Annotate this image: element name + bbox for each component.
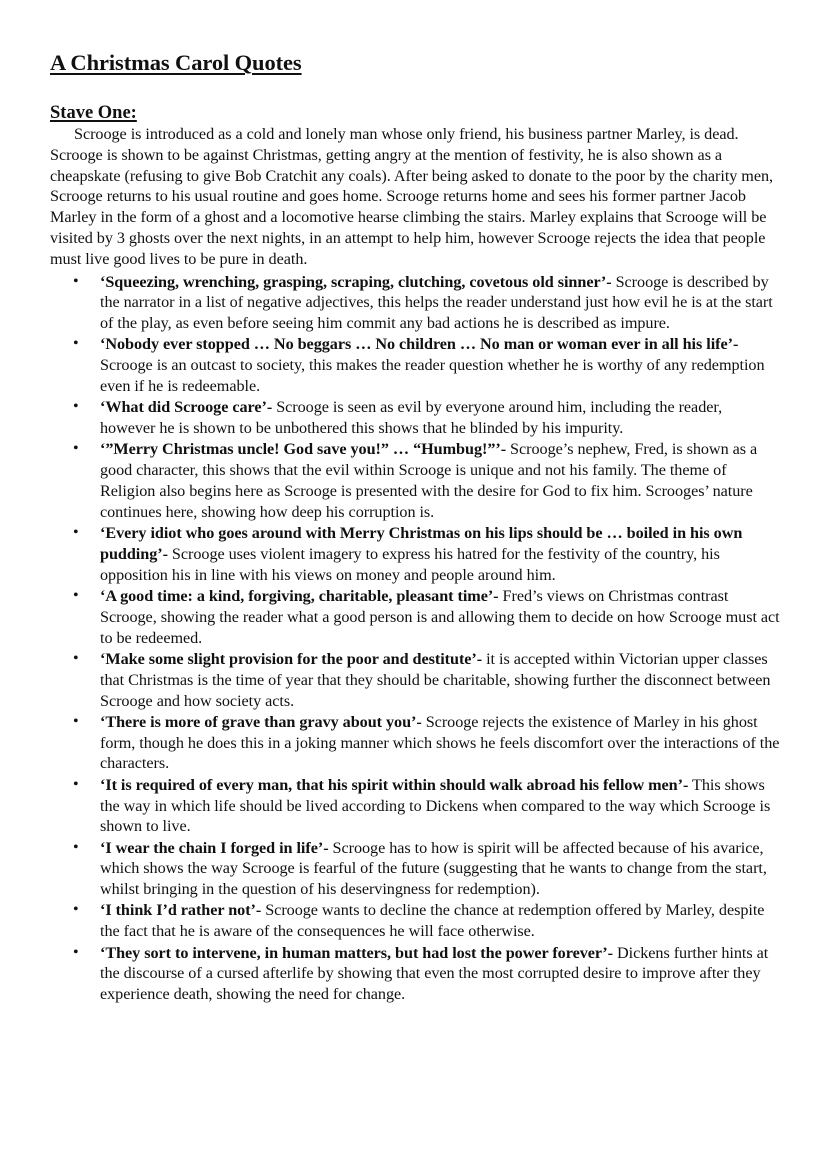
quote-list-item (73, 838, 780, 900)
document-page (50, 48, 780, 1005)
quote-text: ‘Squeezing, wrenching, grasping, scraping, clutching, covetous old sinner’- (100, 272, 612, 291)
quote-analysis: Scrooge is an outcast to society, this makes the reader question whether he is worthy of any redemption even if he is redeemable. (100, 356, 765, 396)
bullet-icon: • (73, 943, 79, 961)
quote-list-item (73, 712, 780, 774)
quote-list-item (73, 397, 780, 439)
quote-list-item (73, 649, 780, 711)
quote-analysis: it is accepted within Victorian upper classes that Christmas is the time of year that they should be charitable, showing further the disconnect between Scrooge and how society acts. (100, 649, 771, 710)
quote-list-item (73, 523, 780, 585)
quote-text: ‘I think I’d rather not’- (100, 901, 262, 920)
quote-text: ‘Make some slight provision for the poor and destitute’- (100, 649, 483, 668)
quote-analysis: Scrooge has to how is spirit will be affected because of his avarice, which shows the way Scrooge is fearful of the future (suggesting that he wants to change from the start, whilst bringing in the question of his deservingness for redemption). (100, 838, 767, 899)
quote-text: ‘A good time: a kind, forgiving, charitable, pleasant time’- (100, 587, 499, 606)
quote-text: ‘There is more of grave than gravy about you’- (100, 712, 422, 731)
section-intro-paragraph: Scrooge is introduced as a cold and lonely man whose only friend, his business partner Marley, is dead. Scrooge is shown to be against Christmas, getting angry at the mention of festivity, he is also shown as a cheapskate (refusing to give Bob Cratchit any coals). After being asked to donate to the poor by the charity men, Scrooge returns to his usual routine and goes home. Scrooge returns home and sees his former partner Jacob Marley in the form of a ghost and a locomotive hearse climbing the stairs. Marley explains that Scrooge will be visited by 3 ghosts over the next nights, in an attempt to help him, however Scrooge rejects the idea that people must live good lives to be pure in death. (50, 125, 774, 268)
document-title: A Christmas Carol Quotes (50, 50, 302, 75)
bullet-icon: • (73, 838, 79, 856)
quote-text: ‘It is required of every man, that his spirit within should walk abroad his fellow men’- (100, 775, 689, 794)
bullet-icon: • (73, 901, 79, 919)
quote-list-item (73, 943, 780, 1005)
quote-analysis: Scrooge uses violent imagery to express his hatred for the festivity of the country, his opposition his in line with his views on money and people around him. (100, 544, 720, 584)
bullet-icon: • (73, 440, 79, 458)
bullet-icon: • (73, 524, 79, 542)
quote-text: ‘They sort to intervene, in human matters, but had lost the power forever’- (100, 943, 613, 962)
section-heading-stave-one: Stave One: (50, 103, 137, 123)
quote-text: ‘I wear the chain I forged in life’- (100, 838, 329, 857)
bullet-icon: • (73, 712, 79, 730)
bullet-icon: • (73, 398, 79, 416)
bullet-icon: • (73, 649, 79, 667)
quote-analysis: Scrooge rejects the existence of Marley in his ghost form, though he does this in a joking manner which shows he feels discomfort over the interactions of the characters. (100, 712, 780, 773)
quote-list-item (73, 439, 780, 522)
quote-list-item (73, 775, 780, 837)
quote-text: ‘Nobody ever stopped … No beggars … No children … No man or woman ever in all his life’- (100, 335, 739, 354)
quote-list-item (73, 272, 780, 334)
bullet-icon: • (73, 587, 79, 605)
quote-analysis: Scrooge is seen as evil by everyone around him, including the reader, however he is shown to be unbothered this shows that he blinded by his impurity. (100, 398, 723, 438)
quote-analysis: Dickens further hints at the discourse of a cursed afterlife by showing that even the most corrupted desire to improve after they experience death, showing the need for change. (100, 943, 769, 1004)
quote-list-item (73, 586, 780, 648)
quote-list-item (73, 334, 780, 396)
quote-analysis: Scrooge’s nephew, Fred, is shown as a good character, this shows that the evil within Scrooge is unique and not his family. The theme of Religion also begins here as Scrooge is presented with the desire for God to fix him. Scrooges’ nature continues here, showing how deep his corruption is. (100, 440, 758, 521)
bullet-icon: • (73, 775, 79, 793)
quote-text: ‘”Merry Christmas uncle! God save you!” … “Humbug!”’- (100, 440, 507, 459)
quote-list (50, 272, 780, 1005)
quote-text: ‘What did Scrooge care’- (100, 398, 273, 417)
bullet-icon: • (73, 335, 79, 353)
quote-analysis: This shows the way in which life should be lived according to Dickens when compared to the way which Scrooge is shown to live. (100, 775, 771, 836)
quote-analysis: Scrooge wants to decline the chance at redemption offered by Marley, despite the fact that he is aware of the consequences he will face otherwise. (100, 901, 765, 941)
quote-text: ‘Every idiot who goes around with Merry Christmas on his lips should be … boiled in his own pudding’- (100, 524, 743, 563)
quote-analysis: Scrooge is described by the narrator in a list of negative adjectives, this helps the reader understand just how evil he is at the start of the play, as even before seeing him commit any bad actions he is described as impure. (100, 272, 773, 333)
quote-analysis: Fred’s views on Christmas contrast Scrooge, showing the reader what a good person is and allowing them to decide on how Scrooge must act to be redeemed. (100, 587, 780, 647)
quote-list-item (73, 900, 780, 942)
bullet-icon: • (73, 272, 79, 290)
